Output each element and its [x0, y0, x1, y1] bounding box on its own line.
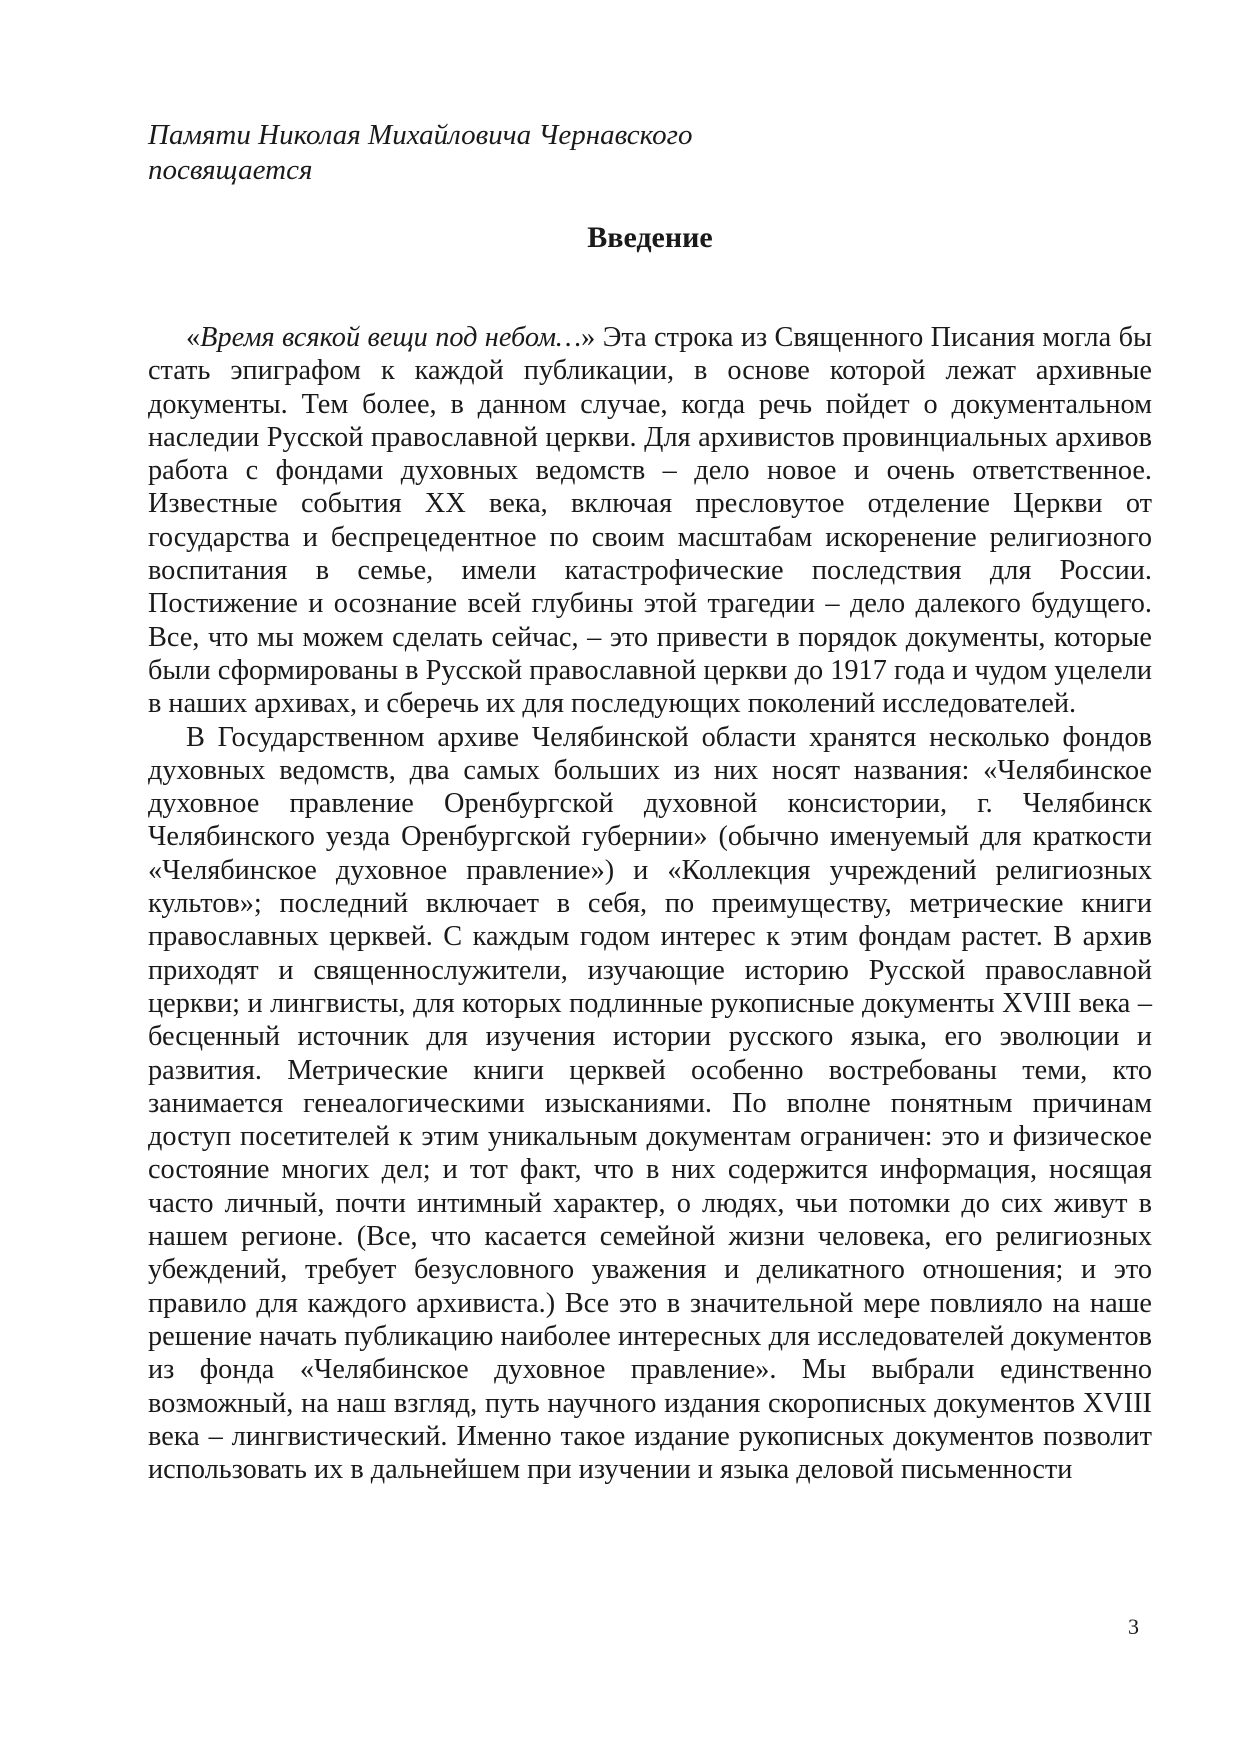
dedication — [148, 118, 1048, 188]
epigraph-quote-open: « — [186, 322, 201, 353]
dedication-line-1: Памяти Николая Михайловича Чернавского — [148, 119, 693, 151]
paragraph-1 — [148, 321, 1152, 721]
dedication-line-2: посвящается — [148, 154, 313, 186]
body-text — [148, 321, 1152, 1486]
epigraph-quote: Время всякой вещи под небом… — [200, 322, 582, 353]
epigraph-quote-close: » — [581, 322, 596, 353]
page-number: 3 — [1128, 1614, 1139, 1639]
section-heading: Введение — [587, 221, 713, 254]
paragraph-1-text: Эта строка из Священного Писания могла бы стать эпиграфом к каждой публикации, в основе которой лежат архивные документы. Тем более, в данном случае, когда речь пойдет о документальном наследии Русской православной церкви. Для архивистов провинциальных архивов работа с фондами духовных ведомств – дело новое и очень ответственное. Известные события XX века, включая пресловутое отделение Церкви от государства и беспрецедентное по своим масштабам искоренение религиозного воспитания в семье, имели катастрофические последствия для России. Постижение и осознание всей глубины этой трагедии – дело далекого будущего. Все, что мы можем сделать сейчас, – это привести в порядок документы, которые были сформированы в Русской православной церкви до 1917 года и чудом уцелели в наших архивах, и сберечь их для последующих поколений исследователей. — [148, 322, 1152, 720]
paragraph-2: В Государственном архиве Челябинской области хранятся несколько фондов духовных ведомств, два самых больших из них носят названия: «Челябинское духовное правление Оренбургской духовной консистории, г. Челябинск Челябинского уезда Оренбургской губернии» (обычно именуемый для краткости «Челябинское духовное правление») и «Коллекция учреждений религиозных культов»; последний включает в себя, по преимуществу, метрические книги православных церквей. С каждым годом интерес к этим фондам растет. В архив приходят и священнослужители, изучающие историю Русской православной церкви; и лингвисты, для которых подлинные рукописные документы XVIII века – бесценный источник для изучения истории русского языка, его эволюции и развития. Метрические книги церквей особенно востребованы теми, кто занимается генеалогическими изысканиями. По вполне понятным причинам доступ посетителей к этим уникальным документам ограничен: это и физическое состояние многих дел; и тот факт, что в них содержится информация, носящая часто личный, почти интимный характер, о людях, чьи потомки до сих живут в нашем регионе. (Все, что касается семейной жизни человека, его религиозных убеждений, требует безусловного уважения и деликатного отношения; и это правило для каждого архивиста.) Все это в значительной мере повлияло на наше решение начать публикацию наиболее интересных для исследователей документов из фонда «Челябинское духовное правление». Мы выбрали единственно возможный, на наш взгляд, путь научного издания скорописных документов XVIII века – лингвистический. Именно такое издание рукописных документов позволит использовать их в дальнейшем при изучении и языка деловой письменности — [148, 721, 1152, 1486]
